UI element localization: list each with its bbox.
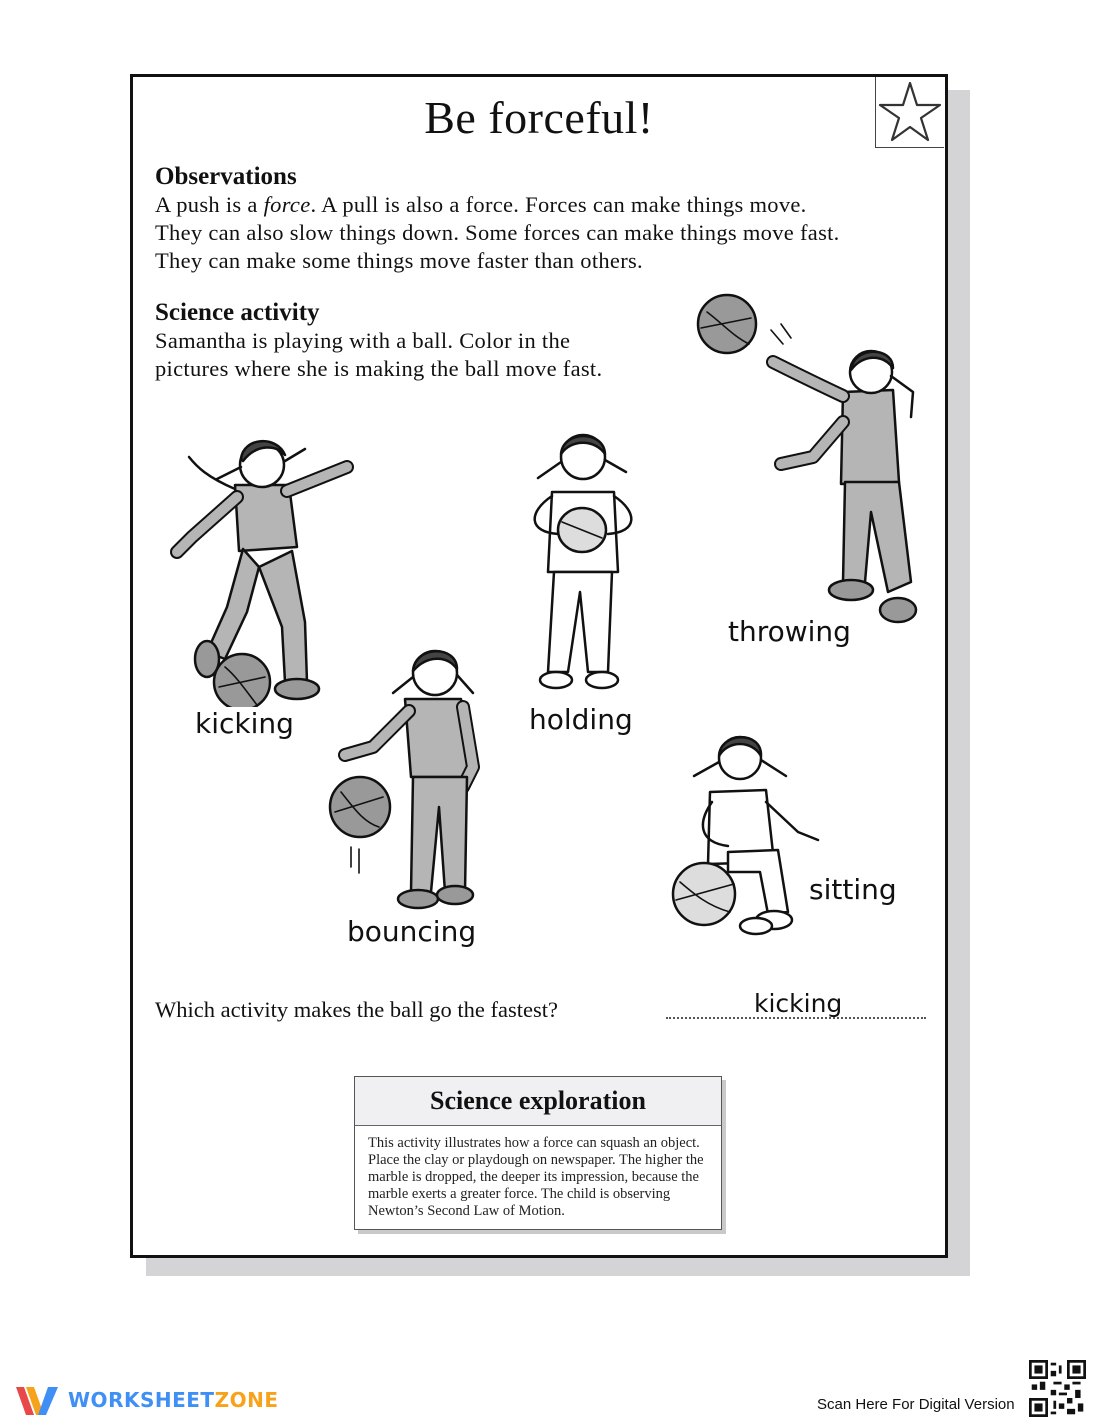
girl-sitting-on-ball-icon[interactable] [668, 722, 868, 952]
observations-heading: Observations [155, 163, 297, 190]
page-title: Be forceful! [424, 92, 654, 143]
brand-name[interactable]: WORKSHEETZONE [68, 1388, 279, 1412]
girl-bouncing-ball-icon[interactable] [323, 637, 493, 917]
scan-text: Scan Here For Digital Version [817, 1396, 1015, 1413]
label-sitting: sitting [809, 873, 897, 906]
girl-holding-ball-icon[interactable] [518, 422, 648, 702]
activity-line-1: Samantha is playing with a ball. Color in the [155, 328, 571, 353]
science-activity-heading: Science activity [155, 299, 320, 326]
observations-line-2: They can also slow things down. Some forces can make things move fast. [155, 220, 840, 245]
science-exploration-box [354, 1076, 722, 1230]
label-holding: holding [529, 703, 633, 736]
star-icon [876, 77, 944, 147]
star-box [875, 77, 944, 148]
worksheetzone-logo-icon[interactable] [14, 1383, 64, 1419]
observations-line-3: They can make some things move faster than others. [155, 248, 643, 273]
science-exploration-text: This activity illustrates how a force can squash an object. Place the clay or playdough on newspaper. The higher the marble is dropped, the deeper its impression, because the marble exerts a greater force. The child is observing Newton’s Second Law of Motion. [368, 1135, 704, 1219]
answer-text[interactable]: kicking [754, 989, 843, 1018]
label-throwing: throwing [728, 615, 851, 648]
girl-throwing-ball-icon[interactable] [693, 292, 933, 632]
science-activity-text [155, 327, 675, 383]
observations-text [155, 191, 925, 275]
activity-line-2: pictures where she is making the ball move fast. [155, 356, 603, 381]
label-kicking: kicking [195, 707, 294, 740]
qr-code-icon[interactable] [1029, 1360, 1086, 1417]
label-bouncing: bouncing [347, 915, 477, 948]
science-exploration-heading: Science exploration [355, 1077, 721, 1126]
question-text: Which activity makes the ball go the fastest? [155, 997, 558, 1022]
worksheet [130, 74, 948, 1258]
observations-line-1: A push is a force. A pull is also a force. Forces can make things move. [155, 192, 807, 217]
